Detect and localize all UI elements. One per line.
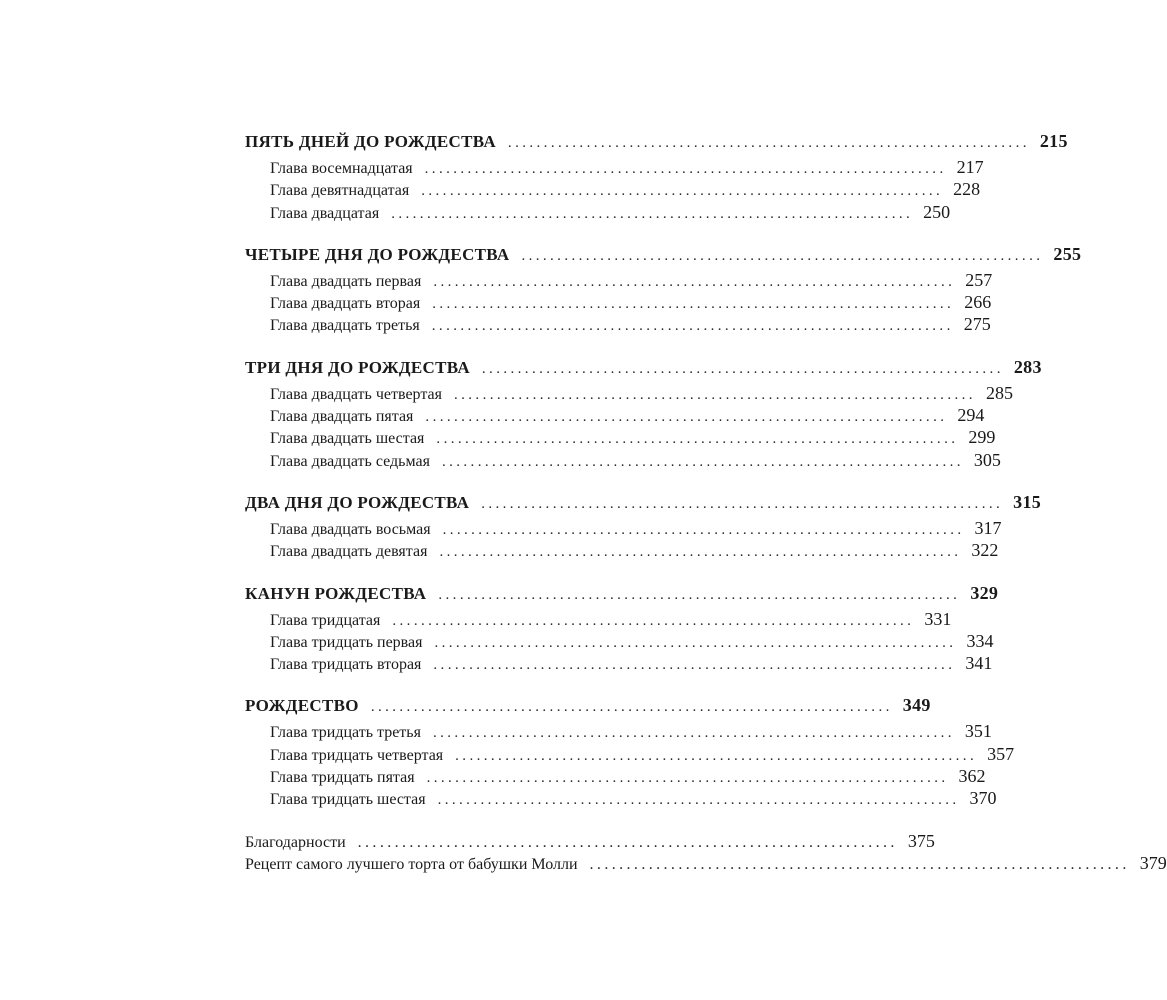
chapter-entry[interactable]: [245, 427, 996, 449]
dot-leader: .........................................................................: [433, 273, 956, 290]
chapter-entry[interactable]: [245, 517, 1002, 540]
dot-leader: .........................................................................: [437, 792, 960, 809]
extra-title: Рецепт самого лучшего торта от бабушки Молли: [245, 855, 578, 873]
dot-leader: .........................................................................: [441, 453, 964, 470]
dot-leader: .........................................................................: [370, 699, 893, 716]
page-number: 329: [970, 582, 999, 603]
toc-section: [245, 582, 999, 676]
chapter-entry[interactable]: [245, 269, 993, 292]
page-number: 228: [953, 179, 981, 200]
dot-leader: .........................................................................: [521, 247, 1044, 264]
dot-leader: .........................................................................: [434, 634, 957, 651]
chapter-entry[interactable]: [245, 201, 951, 224]
chapter-title: Глава двадцать третья: [270, 317, 420, 335]
chapter-entry[interactable]: [245, 449, 1001, 472]
chapter-title: Глава двадцать вторая: [270, 295, 421, 313]
page-number: 349: [902, 695, 931, 716]
chapter-entry[interactable]: [245, 630, 994, 653]
page-number: 294: [957, 405, 985, 426]
chapter-title: Глава восемнадцатая: [270, 160, 413, 177]
dot-leader: .........................................................................: [357, 833, 898, 851]
chapter-entry[interactable]: [245, 382, 1013, 405]
dot-leader: .........................................................................: [436, 431, 959, 448]
page-number: 299: [968, 427, 996, 448]
part-title: КАНУН РОЖДЕСТВА: [245, 583, 427, 603]
page-number: 322: [971, 540, 999, 561]
chapter-title: Глава тридцать пятая: [270, 769, 415, 787]
chapter-entry[interactable]: [245, 608, 952, 631]
part-entry[interactable]: [245, 356, 1042, 383]
chapter-entry[interactable]: [245, 653, 993, 675]
chapter-title: Глава двадцать пятая: [270, 408, 414, 426]
page-number: 305: [973, 449, 1001, 470]
chapter-entry[interactable]: [245, 179, 981, 201]
chapter-entry[interactable]: [245, 157, 984, 179]
page-number: 217: [956, 157, 984, 177]
page-number: 257: [965, 269, 993, 290]
toc-section: [245, 356, 1042, 472]
page-number: 315: [1013, 491, 1042, 512]
chapter-title: Глава тридцать первая: [270, 633, 423, 651]
chapter-title: Глава двадцать восьмая: [270, 520, 431, 538]
page-number: 357: [987, 743, 1015, 764]
chapter-entry[interactable]: [245, 743, 1015, 766]
part-entry[interactable]: [245, 491, 1042, 518]
page-number: 331: [924, 608, 952, 629]
toc-section: [245, 243, 1082, 337]
chapter-entry[interactable]: [245, 314, 991, 336]
chapter-title: Глава тридцать шестая: [270, 791, 426, 809]
page-number: 275: [963, 314, 991, 335]
page-number: 285: [985, 382, 1013, 403]
part-title: ДВА ДНЯ ДО РОЖДЕСТВА: [245, 492, 470, 512]
chapter-title: Глава тридцать четвертая: [270, 746, 444, 764]
chapter-title: Глава двадцать девятая: [270, 543, 428, 561]
dot-leader: .........................................................................: [421, 183, 944, 200]
chapter-title: Глава двадцать первая: [270, 272, 422, 290]
chapter-title: Глава девятнадцатая: [270, 182, 410, 200]
page-number: 283: [1013, 356, 1042, 377]
page-number: 351: [964, 721, 992, 742]
chapter-title: Глава двадцать седьмая: [270, 452, 430, 470]
part-entry[interactable]: [245, 695, 931, 721]
chapter-entry[interactable]: [245, 405, 985, 427]
dot-leader: .........................................................................: [432, 296, 955, 313]
dot-leader: .........................................................................: [439, 544, 962, 561]
toc-section: [245, 695, 1015, 810]
part-title: РОЖДЕСТВО: [245, 696, 359, 716]
chapter-entry[interactable]: [245, 292, 992, 314]
page-number: 379: [1139, 852, 1167, 873]
page-number: 334: [966, 630, 994, 651]
dot-leader: .........................................................................: [442, 521, 965, 538]
part-title: ТРИ ДНЯ ДО РОЖДЕСТВА: [245, 357, 470, 377]
chapter-title: Глава двадцатая: [270, 204, 380, 222]
chapter-entry[interactable]: [245, 788, 997, 810]
chapter-title: Глава тридцать вторая: [270, 656, 422, 674]
page-number: 362: [958, 766, 986, 787]
dot-leader: .........................................................................: [433, 657, 956, 674]
dot-leader: .........................................................................: [589, 855, 1130, 873]
toc-extras: [245, 830, 1167, 876]
dot-leader: .........................................................................: [481, 495, 1004, 512]
chapter-title: Глава тридцатая: [270, 611, 381, 629]
dot-leader: .........................................................................: [391, 205, 914, 222]
part-entry[interactable]: [245, 131, 1068, 157]
dot-leader: .........................................................................: [438, 586, 961, 603]
extra-entry[interactable]: [245, 830, 935, 853]
page-number: 215: [1039, 131, 1068, 151]
dot-leader: .........................................................................: [426, 770, 949, 787]
dot-leader: .........................................................................: [507, 135, 1030, 151]
chapter-title: Глава двадцать четвертая: [270, 385, 442, 403]
extra-title: Благодарности: [245, 833, 346, 851]
page-number: 341: [965, 653, 993, 674]
part-entry[interactable]: [245, 582, 999, 609]
chapter-entry[interactable]: [245, 766, 986, 788]
dot-leader: .........................................................................: [432, 725, 955, 742]
toc-section: [245, 131, 1068, 224]
page-number: 317: [974, 517, 1002, 538]
extra-entry[interactable]: [245, 852, 1167, 875]
part-title: ПЯТЬ ДНЕЙ ДО РОЖДЕСТВА: [245, 132, 496, 151]
page-number: 266: [964, 292, 992, 313]
chapter-entry[interactable]: [245, 540, 999, 562]
page-number: 375: [907, 830, 935, 851]
chapter-title: Глава двадцать шестая: [270, 430, 425, 448]
part-entry[interactable]: [245, 243, 1082, 270]
part-title: ЧЕТЫРЕ ДНЯ ДО РОЖДЕСТВА: [245, 244, 510, 264]
dot-leader: .........................................................................: [455, 747, 978, 764]
page-number: 250: [923, 201, 951, 222]
dot-leader: .........................................................................: [392, 612, 915, 629]
page-number: 370: [969, 788, 997, 809]
table-of-contents: [245, 131, 1167, 875]
dot-leader: .........................................................................: [425, 409, 948, 426]
dot-leader: .........................................................................: [424, 161, 947, 177]
toc-section: [245, 491, 1042, 563]
chapter-title: Глава тридцать третья: [270, 724, 421, 742]
page-number: 255: [1053, 243, 1082, 264]
chapter-entry[interactable]: [245, 721, 992, 743]
dot-leader: .........................................................................: [481, 360, 1004, 377]
dot-leader: .........................................................................: [431, 318, 954, 335]
dot-leader: .........................................................................: [453, 386, 976, 403]
